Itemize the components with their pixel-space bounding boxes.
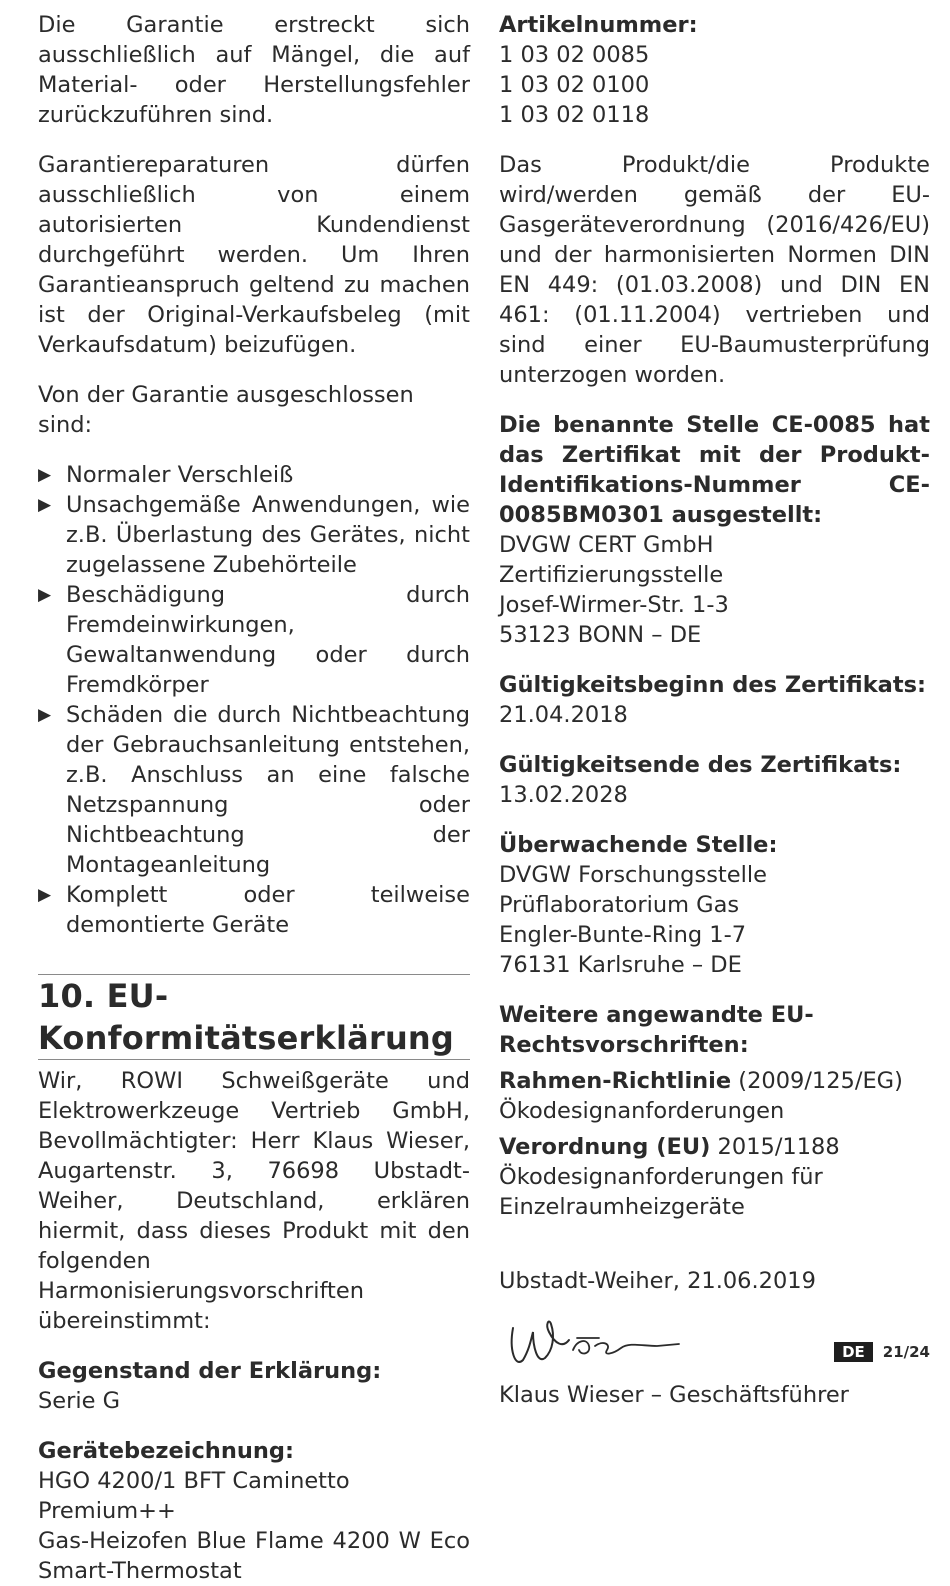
list-item: ▶ Beschädigung durch Fremdeinwirkungen, Gewaltanwendung oder durch Fremdkörper — [38, 582, 470, 698]
list-item: ▶ Normaler Verschleiß — [38, 462, 294, 488]
device-line-2: Gas-Heizofen Blue Flame 4200 W Eco Smart-Thermostat — [38, 1528, 470, 1584]
declaration-paragraph: Wir, ROWI Schweißgeräte und Elektrowerkzeuge Vertrieb GmbH, Bevollmächtigter: Herr Klaus Wieser, Augartenstr. 3, 76698 Ubstadt-Weiher, Deutschland, erklären hiermit, dass dieses Produkt mit den folgenden Harmonisierungsvorschriften übereinstimmt: — [38, 1068, 470, 1334]
monitoring-body-line: 76131 Karlsruhe – DE — [499, 952, 742, 978]
warranty-exclusions-intro: Von der Garantie ausgeschlossen sind: — [38, 382, 414, 438]
subject-value: Serie G — [38, 1388, 121, 1414]
monitoring-body-line: DVGW Forschungsstelle — [499, 862, 767, 888]
triangle-bullet-icon: ▶ — [38, 705, 52, 725]
list-item: ▶ Komplett oder teilweise demontierte Geräte — [38, 882, 470, 938]
triangle-bullet-icon: ▶ — [38, 885, 52, 905]
triangle-bullet-icon: ▶ — [38, 495, 52, 515]
valid-from-label: Gültigkeitsbeginn des Zertifikats: — [499, 672, 927, 698]
framework-directive-text: (2009/125/EG) Ökodesignanforderungen — [499, 1068, 903, 1124]
subject-label: Gegenstand der Erklärung: — [38, 1358, 382, 1384]
article-number: 1 03 02 0100 — [499, 72, 650, 98]
monitoring-body-line: Prüflaboratorium Gas — [499, 892, 740, 918]
article-number: 1 03 02 0118 — [499, 102, 650, 128]
triangle-bullet-icon: ▶ — [38, 585, 52, 605]
valid-from-value: 21.04.2018 — [499, 702, 628, 728]
page-number: 21/24 — [882, 1343, 930, 1361]
left-column — [38, 10, 470, 1586]
regulation-text: 2015/1188 Ökodesignanforderungen für Einzelraumheizgeräte — [499, 1134, 840, 1220]
regulation-line — [499, 1132, 930, 1222]
monitoring-body-label: Überwachende Stelle: — [499, 832, 778, 858]
valid-to-label: Gültigkeitsende des Zertifikats: — [499, 752, 902, 778]
exclusions-list — [38, 460, 470, 940]
device-line-1: HGO 4200/1 BFT Caminetto Premium++ — [38, 1468, 350, 1524]
signatory-name: Klaus Wieser – Geschäftsführer — [499, 1382, 849, 1408]
device-label: Gerätebezeichnung: — [38, 1438, 294, 1464]
triangle-bullet-icon: ▶ — [38, 465, 52, 485]
right-column — [499, 10, 930, 1410]
notified-body-line: DVGW CERT GmbH Zertifizierungsstelle — [499, 532, 724, 588]
regulation-label: Verordnung (EU) — [499, 1134, 711, 1160]
product-compliance-paragraph: Das Produkt/die Produkte wird/werden gemäß der EU-Gasgeräteverordnung (2016/426/EU) und der harmonisierten Normen DIN EN 449: (01.03.2008) und DIN EN 461: (01.11.2004) vertrieben und sind einer EU-Baumusterprüfung unterzogen worden. — [499, 152, 930, 388]
warranty-repair-paragraph: Garantiereparaturen dürfen ausschließlich von einem autorisierten Kundendienst durchgeführt werden. Um Ihren Garantieanspruch geltend zu machen ist der Original-Verkaufsbeleg (mit Verkaufsdatum) beizufügen. — [38, 152, 470, 358]
article-number: 1 03 02 0085 — [499, 42, 650, 68]
valid-to-value: 13.02.2028 — [499, 782, 628, 808]
list-item: ▶ Schäden die durch Nichtbeachtung der Gebrauchsanleitung entstehen, z.B. Anschluss an eine falsche Netzspannung oder Nichtbeachtung der Montageanleitung — [38, 702, 470, 878]
place-date: Ubstadt-Weiher, 21.06.2019 — [499, 1268, 816, 1294]
page-footer — [834, 1342, 930, 1362]
notified-body-line: 53123 BONN – DE — [499, 622, 702, 648]
article-number-label: Artikelnummer: — [499, 12, 698, 38]
further-regulations-label: Weitere angewandte EU-Rechtsvorschriften: — [499, 1002, 814, 1058]
framework-directive-line — [499, 1066, 930, 1126]
framework-directive-label: Rahmen-Richtlinie — [499, 1068, 732, 1094]
notified-body-line: Josef-Wirmer-Str. 1-3 — [499, 592, 729, 618]
language-badge: DE — [834, 1342, 873, 1362]
warranty-scope-paragraph: Die Garantie erstreckt sich ausschließlich auf Mängel, die auf Material- oder Herstellungsfehler zurückzuführen sind. — [38, 12, 470, 128]
notified-body-statement: Die benannte Stelle CE-0085 hat das Zertifikat mit der Produkt-Identifikations-Nummer CE-0085BM0301 ausgestellt: — [499, 412, 930, 528]
section-title: 10. EU-Konformitätserklärung — [38, 974, 470, 1060]
monitoring-body-line: Engler-Bunte-Ring 1-7 — [499, 922, 747, 948]
list-item: ▶ Unsachgemäße Anwendungen, wie z.B. Überlastung des Gerätes, nicht zugelassene Zubehörteile — [38, 492, 470, 578]
